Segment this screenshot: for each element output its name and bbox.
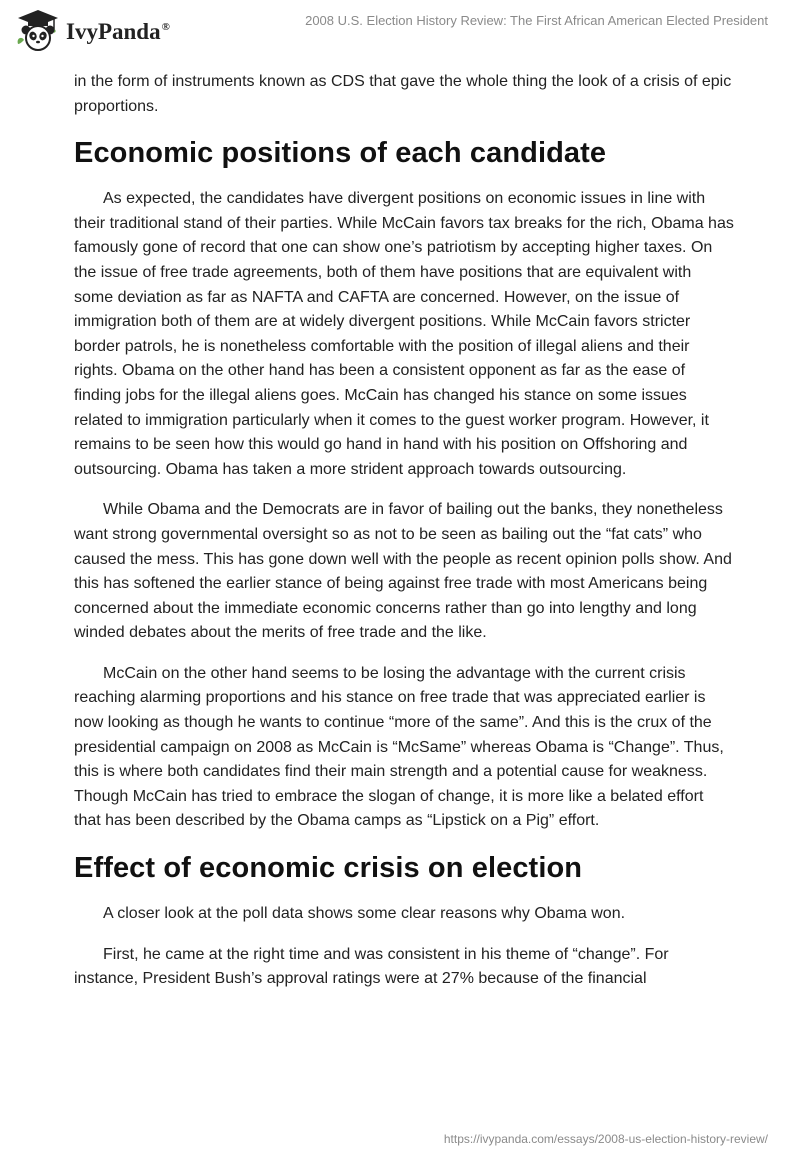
source-url-link[interactable]: https://ivypanda.com/essays/2008-us-election-history-review/ (443, 1132, 768, 1146)
essay-content (74, 70, 734, 1008)
brand-logo[interactable] (14, 8, 170, 52)
section-heading-economic-crisis-effect: Effect of economic crisis on election (74, 852, 583, 885)
document-title: 2008 U.S. Election History Review: The First African American Elected President (305, 13, 768, 28)
paragraph-continuation: in the form of instruments known as CDS that gave the whole thing the look of a crisis of epic proportions. (74, 73, 732, 115)
paragraph: First, he came at the right time and was consistent in his theme of “change”. For instance, President Bush’s approval ratings were at 27% because of the financial (74, 945, 669, 988)
paragraph: As expected, the candidates have divergent positions on economic issues in line with their traditional stand of their parties. While McCain favors tax breaks for the rich, Obama has famously gone of record that one can show one’s patriotism by accepting higher taxes. On the issue of free trade agreements, both of them have positions that are equivalent with some deviation as far as NAFTA and CAFTA are concerned. However, on the issue of immigration both of them are at widely divergent positions. While McCain favors stricter border patrols, he is nonetheless comfortable with the position of illegal aliens and their rights. Obama on the other hand has been a consistent opponent as far as the ease of finding jobs for the illegal aliens goes. McCain has changed his stance on some issues related to immigration particularly when it comes to the guest worker program. However, it remains to be seen how this would go hand in hand with his position on Offshoring and outsourcing. Obama has taken a more strident approach towards outsourcing. (74, 190, 734, 478)
paragraph: While Obama and the Democrats are in favor of bailing out the banks, they nonetheless want strong governmental oversight so as not to be seen as bailing out the “fat cats” who caused the mess. This has gone down well with the people as recent opinion polls show. And this has softened the earlier stance of being against free trade with most Americans being concerned about the immediate economic concerns rather than go into lengthy and long winded debates about the merits of free trade and the like. (74, 501, 732, 642)
paragraph: A closer look at the poll data shows some clear reasons why Obama won. (103, 905, 626, 923)
section-heading-economic-positions: Economic positions of each candidate (74, 137, 607, 170)
paragraph: McCain on the other hand seems to be losing the advantage with the current crisis reaching alarming proportions and his stance on free trade that was appreciated earlier is now looking as though he wants to continue “more of the same”. And this is the crux of the presidential campaign on 2008 as McCain is “McSame” whereas Obama is “Change”. Thus, this is where both candidates find their main strength and a potential cause for weakness. Though McCain has tried to embrace the slogan of change, it is more like a belated effort that has been described by the Obama camps as “Lipstick on a Pig” effort. (74, 664, 724, 830)
panda-graduate-icon (14, 8, 62, 52)
page-header (0, 0, 800, 60)
brand-name: IvyPanda® (66, 19, 170, 44)
